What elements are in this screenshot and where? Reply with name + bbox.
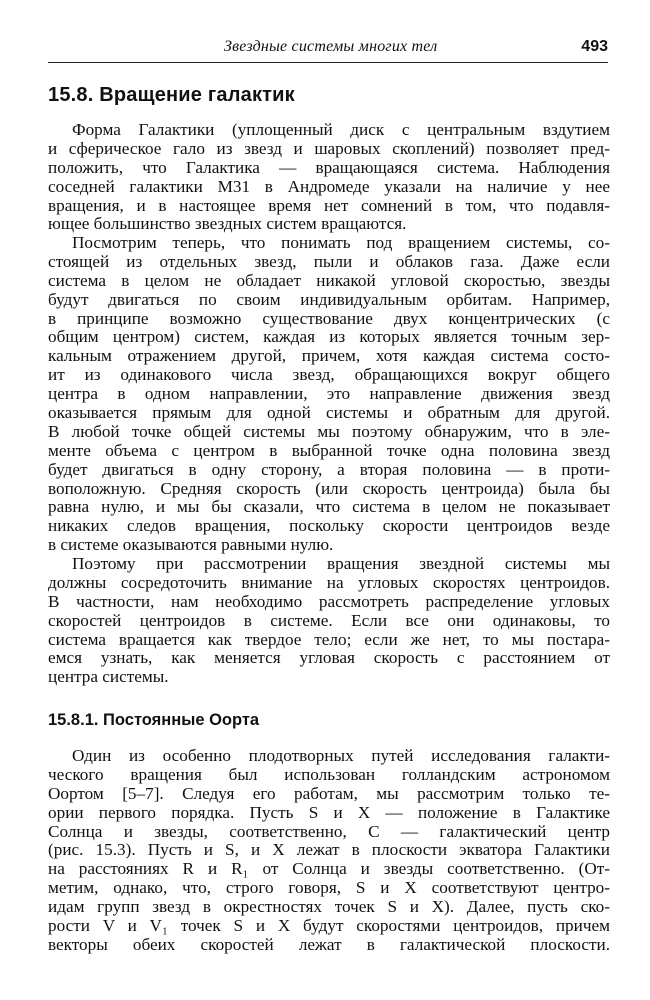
subsection-title: 15.8.1. Постоянные Оорта bbox=[48, 711, 260, 729]
text-line: соседней галактики М31 в Андромеде указали на наличие у нее bbox=[48, 176, 610, 196]
text-line: в принципе возможно существование двух концентрических (с bbox=[48, 308, 610, 328]
section-title: 15.8. Вращение галактик bbox=[48, 84, 295, 106]
text-line: вращения, и в настоящее время нет сомнений в том, что подавля- bbox=[48, 195, 610, 215]
text-line: Посмотрим теперь, что понимать под вращением системы, со- bbox=[72, 233, 610, 252]
text-line: никаких следов вращения, поскольку скорости центроидов везде bbox=[48, 516, 610, 536]
text-line: и сферическое гало из звезд и шаровых скоплений) позволяет пред- bbox=[48, 138, 610, 158]
text-line: положить, что Галактика — вращающаяся система. Наблюдения bbox=[48, 157, 610, 177]
page-number: 493 bbox=[581, 38, 608, 55]
text-line: Один из особенно плодотворных путей исследования галакти- bbox=[72, 746, 610, 765]
text-line: рости V и V₁ точек S и X будут скоростями центроидов, причем bbox=[48, 916, 610, 936]
text-line: скоростей центроидов в системе. Если все они одинаковы, то bbox=[48, 610, 610, 630]
text-line: метим, однако, что, строго говоря, S и X соответствуют центро- bbox=[48, 878, 610, 898]
text-line: ческого вращения был использован голландским астрономом bbox=[48, 764, 610, 784]
text-line: Солнца и звезды, соответственно, C — галактический центр bbox=[48, 821, 610, 841]
text-line: векторы обеих скоростей лежат в галактической плоскости. bbox=[48, 934, 610, 954]
text-line: система в целом не обладает никакой угловой скоростью, звезды bbox=[48, 270, 610, 290]
text-line: Форма Галактики (уплощенный диск с центральным вздутием bbox=[72, 120, 610, 139]
text-line: менте объема с центром в выбранной точке одна половина звезд bbox=[48, 440, 610, 460]
text-line: емся узнать, как меняется угловая скорость с расстоянием от bbox=[48, 648, 610, 668]
text-line: ит из одинакового числа звезд, обращающихся вокруг общего bbox=[48, 365, 610, 385]
text-line: на расстояниях R и R₁ от Солнца и звезды соответственно. (От- bbox=[48, 859, 610, 879]
text-line: равна нулю, и мы бы сказали, что система в целом не показывает bbox=[48, 497, 610, 517]
paragraph-4 bbox=[48, 747, 610, 955]
text-line: центра системы. bbox=[48, 667, 169, 687]
text-line: должны сосредоточить внимание на угловых скоростях центроидов. bbox=[48, 572, 610, 592]
text-line: стоящей из отдельных звезд, пыли и облаков газа. Даже если bbox=[48, 251, 610, 271]
paragraph-1 bbox=[48, 121, 610, 234]
paragraph-2 bbox=[48, 234, 610, 555]
text-line: В любой точке общей системы мы поэтому обнаружим, что в эле- bbox=[48, 421, 610, 441]
text-line: идам групп звезд в окрестностях точек S и X). Далее, пусть ско- bbox=[48, 897, 610, 917]
text-line: оказывается прямым для одной системы и обратным для другой. bbox=[48, 403, 610, 423]
text-line: ории первого порядка. Пусть S и X — положение в Галактике bbox=[48, 802, 610, 822]
text-line: Оортом [5–7]. Следуя его работам, мы рассмотрим только те- bbox=[48, 783, 610, 803]
text-line: (рис. 15.3). Пусть и S, и X лежат в плоскости экватора Галактики bbox=[48, 840, 610, 860]
text-line: в системе оказываются равными нулю. bbox=[48, 535, 334, 555]
text-line: В частности, нам необходимо рассмотреть распределение угловых bbox=[48, 591, 610, 611]
text-line: будет двигаться в одну сторону, а вторая половина — в проти- bbox=[48, 459, 610, 479]
text-line: воположную. Средняя скорость (или скорость центроида) была бы bbox=[48, 478, 610, 498]
text-line: Поэтому при рассмотрении вращения звездной системы мы bbox=[72, 554, 610, 573]
running-head bbox=[48, 36, 608, 63]
text-line: будут двигаться по своим индивидуальным орбитам. Например, bbox=[48, 289, 610, 309]
paragraph-3 bbox=[48, 555, 610, 687]
text-line: система вращается как твердое тело; если же нет, то мы постара- bbox=[48, 629, 610, 649]
text-line: центра в одном направлении, это направление движения звезд bbox=[48, 384, 610, 404]
text-line: кальным отражением другой, причем, хотя каждая система состо- bbox=[48, 346, 610, 366]
running-title: Звездные системы многих тел bbox=[224, 38, 438, 55]
text-line: общим центром) систем, каждая из которых является точным зер- bbox=[48, 327, 610, 347]
text-line: ющее большинство звездных систем вращаются. bbox=[48, 214, 407, 234]
